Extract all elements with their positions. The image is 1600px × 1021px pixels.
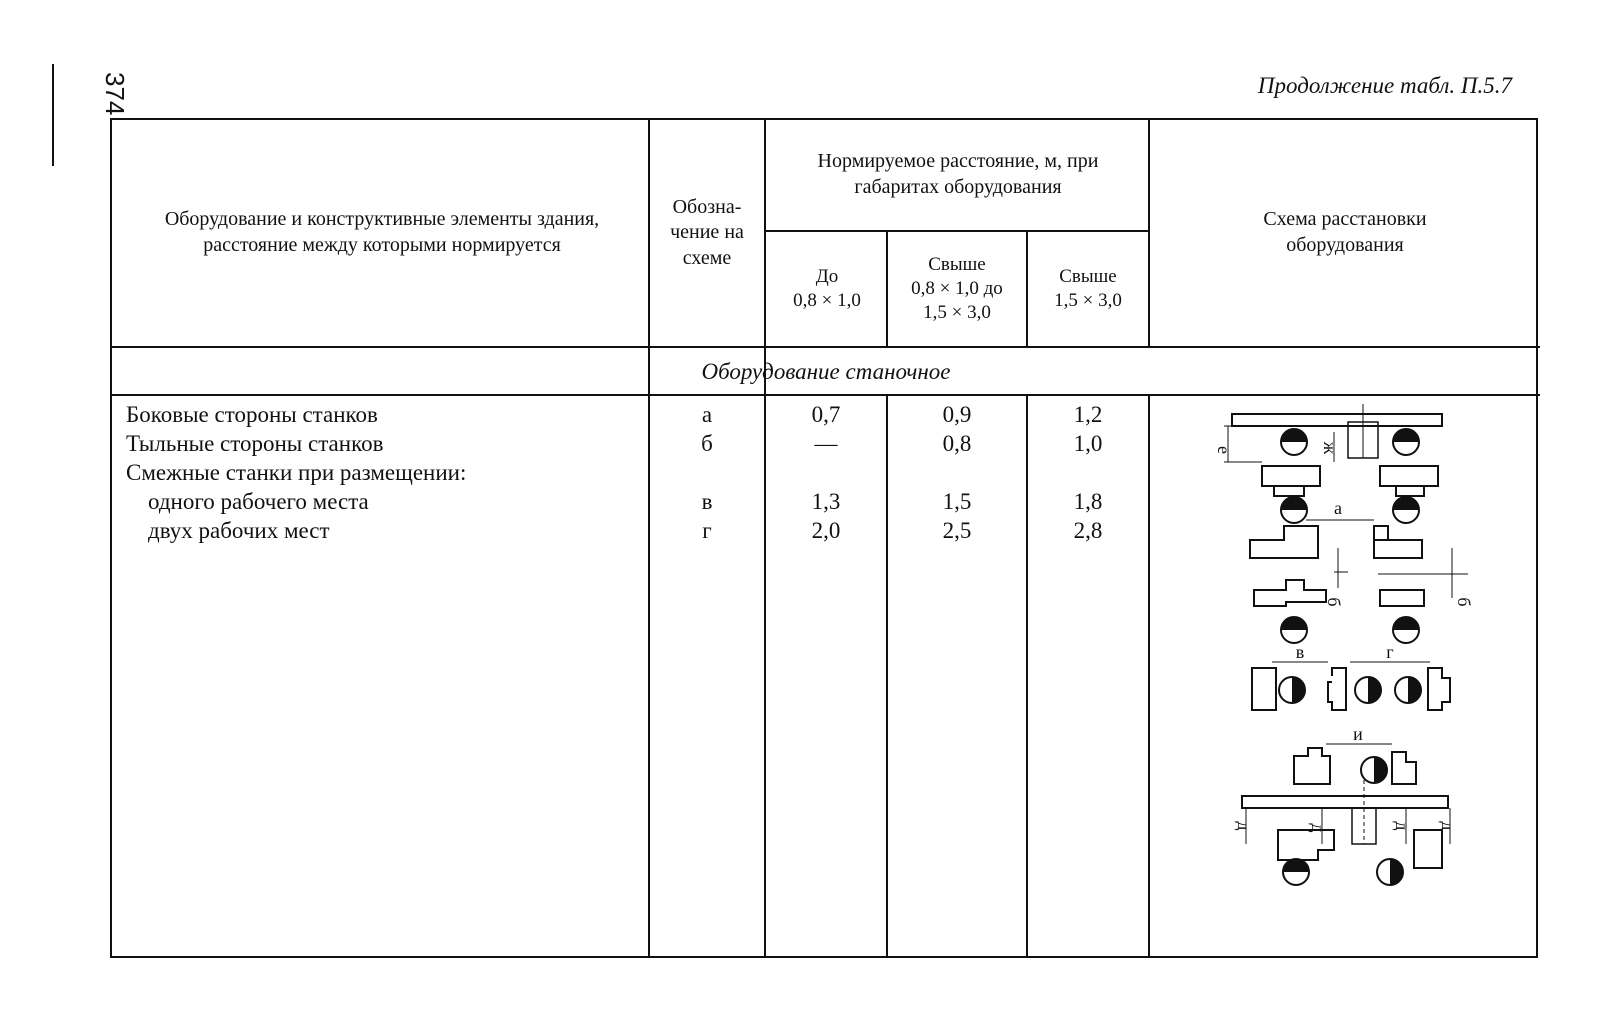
machine-element <box>1392 752 1416 784</box>
header-size-small-line2: 0,8 × 1,0 <box>793 290 861 311</box>
row-value: — <box>814 431 838 456</box>
dimension-label: д <box>1234 821 1254 831</box>
wall-element <box>1232 414 1442 426</box>
column-divider <box>1148 396 1150 956</box>
header-size-medium-line2: 0,8 × 1,0 до <box>911 277 1003 299</box>
machine-element <box>1254 580 1326 606</box>
header-size-large <box>1028 232 1148 346</box>
row-value: 2,0 <box>811 518 841 543</box>
row-value: 1,3 <box>811 489 841 514</box>
dimension-label: б <box>1454 597 1474 607</box>
wall-element <box>1242 796 1448 808</box>
page-number: 374 <box>100 72 130 116</box>
machine-element <box>1380 466 1438 486</box>
dimension-label: г <box>1386 642 1394 662</box>
row-value: 1,2 <box>1073 402 1103 427</box>
header-size-large-line2: 1,5 × 3,0 <box>1054 290 1122 311</box>
row-label: Боковые стороны станков <box>126 402 378 427</box>
row-mark: г <box>702 518 712 543</box>
operator-icon <box>1279 677 1305 703</box>
row-label: Тыльные стороны станков <box>126 431 384 456</box>
operator-icon <box>1393 617 1419 643</box>
operator-icon <box>1281 497 1307 523</box>
operator-icon <box>1281 429 1307 455</box>
header-size-large-line1: Свыше <box>1059 265 1117 287</box>
operator-icon <box>1377 859 1403 885</box>
machine-element <box>1428 668 1450 710</box>
row-value: 0,7 <box>811 402 841 427</box>
dimension-label: ж <box>1320 441 1340 455</box>
dimension-label: е <box>1214 446 1234 454</box>
header-size-medium-line1: Свыше <box>928 253 986 275</box>
header-designation: Обозна-чение на схеме <box>670 195 744 269</box>
machine-element <box>1374 526 1422 558</box>
operator-icon <box>1281 617 1307 643</box>
dimension-label: д <box>1392 821 1412 831</box>
machine-element <box>1294 748 1330 784</box>
row-value: 0,8 <box>942 431 972 456</box>
row-label: Смежные станки при размещении: <box>126 460 467 485</box>
row-mark: в <box>701 489 713 514</box>
operator-icon <box>1393 429 1419 455</box>
dimension-label: и <box>1353 724 1363 744</box>
machine-element <box>1278 830 1334 860</box>
machine-element <box>1380 590 1424 606</box>
header-scheme: Схема расстановки оборудования <box>1263 208 1427 256</box>
row-label: одного рабочего места <box>148 489 369 514</box>
machine-element <box>1328 668 1346 710</box>
row-value: 0,9 <box>942 402 972 427</box>
table <box>110 118 1538 958</box>
section-title: Оборудование станочное <box>701 359 951 384</box>
header-size-small <box>768 232 886 346</box>
operator-icon <box>1393 497 1419 523</box>
column-divider <box>1148 120 1150 348</box>
machine-element <box>1250 526 1318 558</box>
dimension-label: д <box>1308 823 1328 833</box>
machine-element <box>1414 830 1442 868</box>
row-value: 1,0 <box>1073 431 1103 456</box>
header-size-small-line1: До <box>815 265 839 287</box>
equipment-layout-scheme <box>1152 398 1538 954</box>
dimension-label: а <box>1334 498 1342 518</box>
table-caption: Продолжение табл. П.5.7 <box>1257 73 1512 98</box>
row-value: 2,5 <box>942 518 972 543</box>
header-normalized-distance: Нормируемое расстояние, м, при габаритах оборудования <box>817 150 1099 198</box>
row-value: 1,8 <box>1073 489 1103 514</box>
row-value: 2,8 <box>1073 518 1103 543</box>
header-size-medium <box>888 232 1026 346</box>
operator-icon <box>1361 757 1387 783</box>
machine-element <box>1262 466 1320 486</box>
row-mark: б <box>701 431 713 456</box>
row-mark: а <box>701 402 713 427</box>
page-number-rule <box>52 64 54 166</box>
operator-icon <box>1283 859 1309 885</box>
operator-icon <box>1355 677 1381 703</box>
operator-icon <box>1395 677 1421 703</box>
row-label: двух рабочих мест <box>148 518 330 543</box>
machine-element <box>1252 668 1276 710</box>
column-divider <box>1026 396 1028 956</box>
row-value: 1,5 <box>942 489 972 514</box>
column-divider <box>886 396 888 956</box>
dimension-label: д <box>1438 821 1458 831</box>
dimension-label: в <box>1295 642 1305 662</box>
dimension-label: б <box>1324 597 1344 607</box>
header-equipment: Оборудование и конструктивные элементы здания, расстояние между которыми нормируется <box>164 208 600 256</box>
header-size-medium-line3: 1,5 × 3,0 <box>923 302 991 324</box>
